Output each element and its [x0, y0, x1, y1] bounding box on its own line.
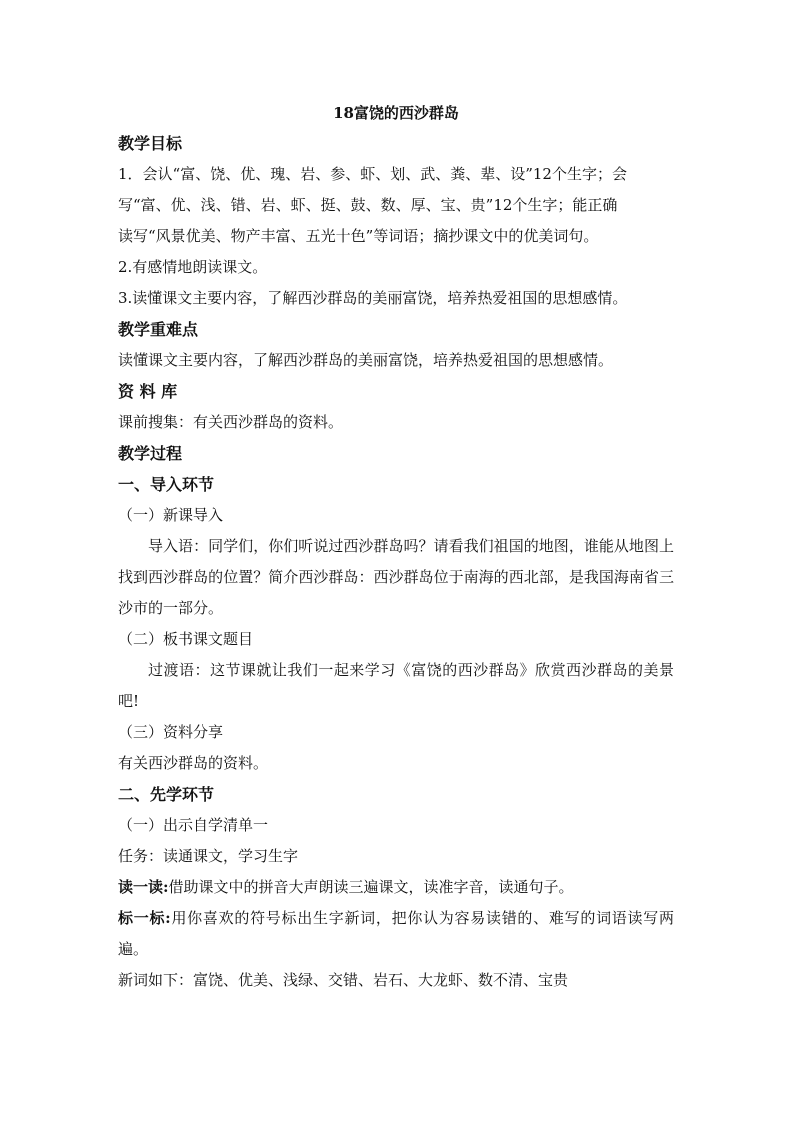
read-label: 读一读:: [118, 878, 169, 896]
library-heading: 资 料 库: [118, 382, 178, 401]
part-1-sub-1-text: 导入语：同学们，你们听说过西沙群岛吗？请看我们祖国的地图，谁能从地图上找到西沙群岛的位置？简介西沙群岛：西沙群岛位于南海的西北部，是我国海南省三沙市的一部分。: [118, 537, 674, 617]
goal-3: 3.读懂课文主要内容，了解西沙群岛的美丽富饶，培养热爱祖国的思想感情。: [118, 289, 628, 307]
mark-label: 标一标:: [118, 909, 171, 927]
read-text: 借助课文中的拼音大声朗读三遍课文，读准字音，读通句子。: [168, 878, 574, 896]
part-2-heading: 二、先学环节: [118, 785, 215, 804]
part-1-sub-3: （三）资料分享: [118, 723, 224, 741]
goal-1-line-3: 读写“风景优美、物产丰富、五光十色”等词语；摘抄课文中的优美词句。: [118, 227, 599, 245]
read-item: [118, 872, 674, 903]
part-1-sub-3-text: 有关西沙群岛的资料。: [118, 754, 269, 772]
new-words: 新词如下：富饶、优美、浅绿、交错、岩石、大龙虾、数不清、宝贵: [118, 971, 569, 989]
key-points-heading: 教学重难点: [118, 320, 199, 339]
part-2-sub-1: （一）出示自学清单一: [118, 816, 269, 834]
library-text: 课前搜集：有关西沙群岛的资料。: [118, 413, 344, 431]
task-text: 任务：读通课文，学习生字: [118, 847, 299, 865]
part-1-sub-2: （二）板书课文题目: [118, 630, 254, 648]
page-title: 18富饶的西沙群岛: [333, 104, 459, 122]
goal-1-line-1: 1．会认“富、饶、优、瑰、岩、参、虾、划、武、粪、辈、设”12个生字；会: [118, 165, 627, 183]
mark-item: [118, 903, 674, 965]
goal-2: 2.有感情地朗读课文。: [118, 258, 268, 276]
process-heading: 教学过程: [118, 444, 183, 463]
part-1-heading: 一、导入环节: [118, 475, 215, 494]
goals-heading: 教学目标: [118, 134, 183, 153]
document-body: [118, 100, 674, 996]
goal-1-line-2: 写“富、优、浅、错、岩、虾、挺、鼓、数、厚、宝、贵”12个生字；能正确: [118, 196, 618, 214]
key-points-text: 读懂课文主要内容，了解西沙群岛的美丽富饶，培养热爱祖国的思想感情。: [118, 351, 614, 369]
part-1-sub-2-text: 过渡语：这节课就让我们一起来学习《富饶的西沙群岛》欣赏西沙群岛的美景吧!: [118, 661, 674, 710]
part-1-sub-1: （一）新课导入: [118, 506, 224, 524]
mark-text: 用你喜欢的符号标出生字新词，把你认为容易读错的、难写的词语读写两遍。: [118, 909, 674, 958]
